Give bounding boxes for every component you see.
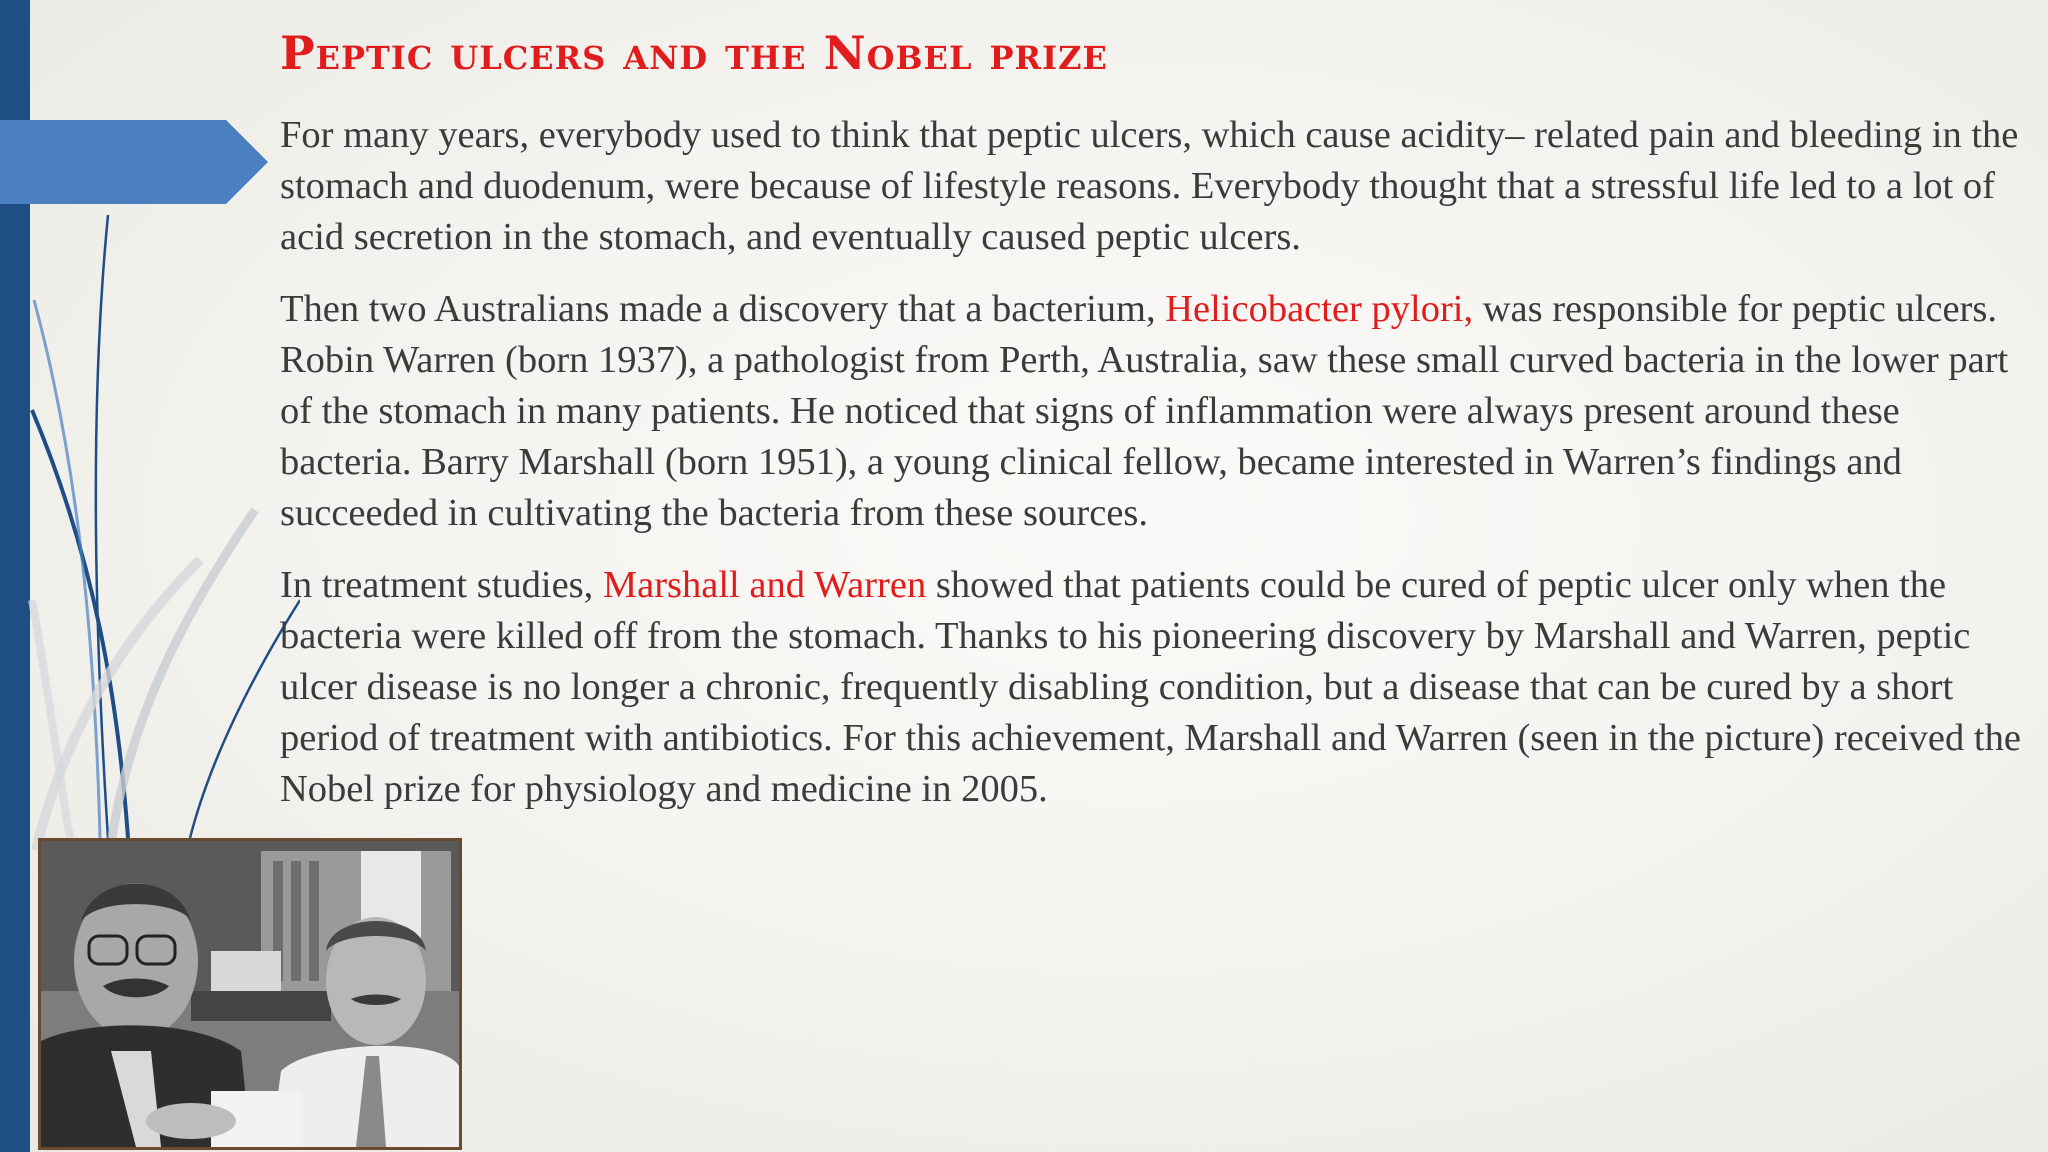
paragraph-3-intro: In treatment studies, xyxy=(280,564,603,606)
slide-body xyxy=(280,110,2035,836)
nobel-laureates-photo xyxy=(38,838,462,1150)
paragraph-1: For many years, everybody used to think that peptic ulcers, which cause acidity– related pain and bleeding in the stomach and duodenum, were because of lifestyle reasons. Everybody thought that a stressful life led to a lot of acid secretion in the stomach, and eventually caused peptic ulcers. xyxy=(280,114,2019,258)
highlight-helicobacter-pylori: Helicobacter pylori, xyxy=(1165,288,1474,330)
highlight-marshall-and-warren: Marshall and Warren xyxy=(602,564,927,606)
slide-title: Peptic ulcers and the Nobel prize xyxy=(280,26,1108,80)
arrow-chevron xyxy=(0,120,268,204)
paragraph-3-rest: showed that patients could be cured of peptic ulcer only when the bacteria were killed off from the stomach. Thanks to his pioneering discovery by Marshall and Warren, peptic ulcer disease is no longer a chronic, frequently disabling condition, but a disease that can be cured by a short period of treatment with antibiotics. For this achievement, Marshall and Warren (seen in the picture) received the Nobel prize for physiology and medicine in 2005. xyxy=(280,564,2021,810)
paragraph-2 xyxy=(280,284,2035,539)
paragraph-2-intro: Then two Australians made a discovery that a bacterium, xyxy=(280,288,1166,330)
paragraph-3 xyxy=(280,560,2035,815)
paragraph-2-rest: was responsible for peptic ulcers. Robin Warren (born 1937), a pathologist from Perth, Australia, saw these small curved bacteria in the lower part of the stomach in many patients. He noticed that signs of inflammation were always present around these bacteria. Barry Marshall (born 1951), a young clinical fellow, became interested in Warren’s findings and succeeded in cultivating the bacteria from these sources. xyxy=(280,288,2009,534)
